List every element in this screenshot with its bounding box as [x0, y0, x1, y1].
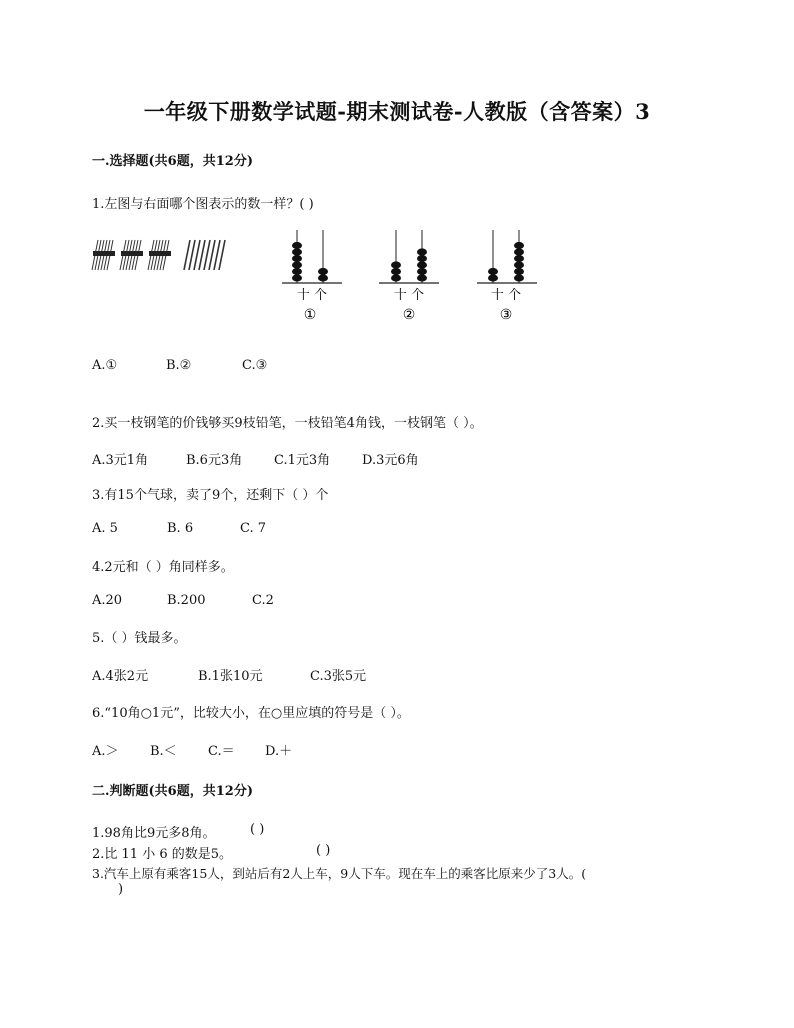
section-1-heading: 一.选择题(共6题，共12分) — [92, 154, 253, 169]
abacus-3 — [475, 226, 539, 326]
q6-option-c[interactable]: C.＝ — [208, 744, 235, 759]
q2-option-d[interactable]: D.3元6角 — [362, 453, 419, 468]
question-2: 2.买一枝钢笔的价钱够买9枝铅笔，一枝铅笔4角钱，一枝钢笔（ ）。 — [92, 416, 483, 431]
q5-option-a[interactable]: A.4张2元 — [92, 669, 149, 684]
question-4: 4.2元和（ ）角同样多。 — [92, 560, 234, 575]
judge-item-2-blank[interactable]: ( ) — [316, 843, 331, 858]
section-2-heading: 二.判断题(共6题，共12分) — [92, 784, 253, 799]
abacus-3-number: ③ — [499, 307, 513, 323]
q6-option-b[interactable]: B.＜ — [150, 744, 177, 759]
q1-option-b[interactable]: B.② — [166, 358, 192, 373]
judge-item-2: 2.比 11 小 6 的数是5。 — [92, 847, 233, 862]
q6-option-a[interactable]: A.＞ — [92, 744, 119, 759]
stick-bundle — [120, 240, 143, 270]
judge-item-1-blank[interactable]: ( ) — [250, 822, 265, 837]
q5-option-c[interactable]: C.3张5元 — [310, 669, 367, 684]
q4-option-a[interactable]: A.20 — [92, 593, 123, 608]
stick-bundle — [92, 240, 115, 270]
page-title: 一年级下册数学试题-期末测试卷-人教版（含答案）3 — [143, 99, 651, 124]
stick-bundles-figure — [90, 236, 230, 274]
judge-item-3: 3.汽车上原有乘客15人，到站后有2人上车，9人下车。现在车上的乘客比原来少了3人。( — [92, 866, 587, 881]
judge-item-1: 1.98角比9元多8角。 — [92, 826, 216, 841]
question-5: 5.（ ）钱最多。 — [92, 631, 187, 646]
q5-option-b[interactable]: B.1张10元 — [198, 669, 263, 684]
q1-option-a[interactable]: A.① — [92, 358, 118, 373]
q1-option-c[interactable]: C.③ — [242, 358, 268, 373]
q3-option-b[interactable]: B. 6 — [167, 521, 194, 536]
abacus-1-number: ① — [303, 307, 317, 323]
abacus-1 — [280, 226, 344, 326]
question-1: 1.左图与右面哪个图表示的数一样？( ) — [92, 197, 314, 212]
loose-sticks — [184, 240, 225, 270]
q2-option-b[interactable]: B.6元3角 — [186, 453, 243, 468]
q2-option-c[interactable]: C.1元3角 — [274, 453, 331, 468]
q6-option-d[interactable]: D.＋ — [265, 744, 293, 759]
abacus-2 — [377, 226, 441, 326]
q4-option-c[interactable]: C.2 — [252, 593, 274, 608]
q3-option-a[interactable]: A. 5 — [92, 521, 118, 536]
stick-bundle — [148, 240, 171, 270]
question-3: 3.有15个气球，卖了9个，还剩下（ ）个 — [92, 488, 329, 503]
q2-option-a[interactable]: A.3元1角 — [92, 453, 149, 468]
abacus-2-labels: 十 个 — [393, 288, 425, 303]
judge-item-3-blank-end[interactable]: ) — [118, 882, 124, 897]
abacus-3-labels: 十 个 — [490, 288, 522, 303]
q3-option-c[interactable]: C. 7 — [240, 521, 267, 536]
abacus-1-labels: 十 个 — [296, 288, 328, 303]
abacus-2-number: ② — [402, 307, 416, 323]
q4-option-b[interactable]: B.200 — [167, 593, 206, 608]
question-6: 6.“10角○1元”，比较大小，在○里应填的符号是（ ）。 — [92, 706, 410, 721]
